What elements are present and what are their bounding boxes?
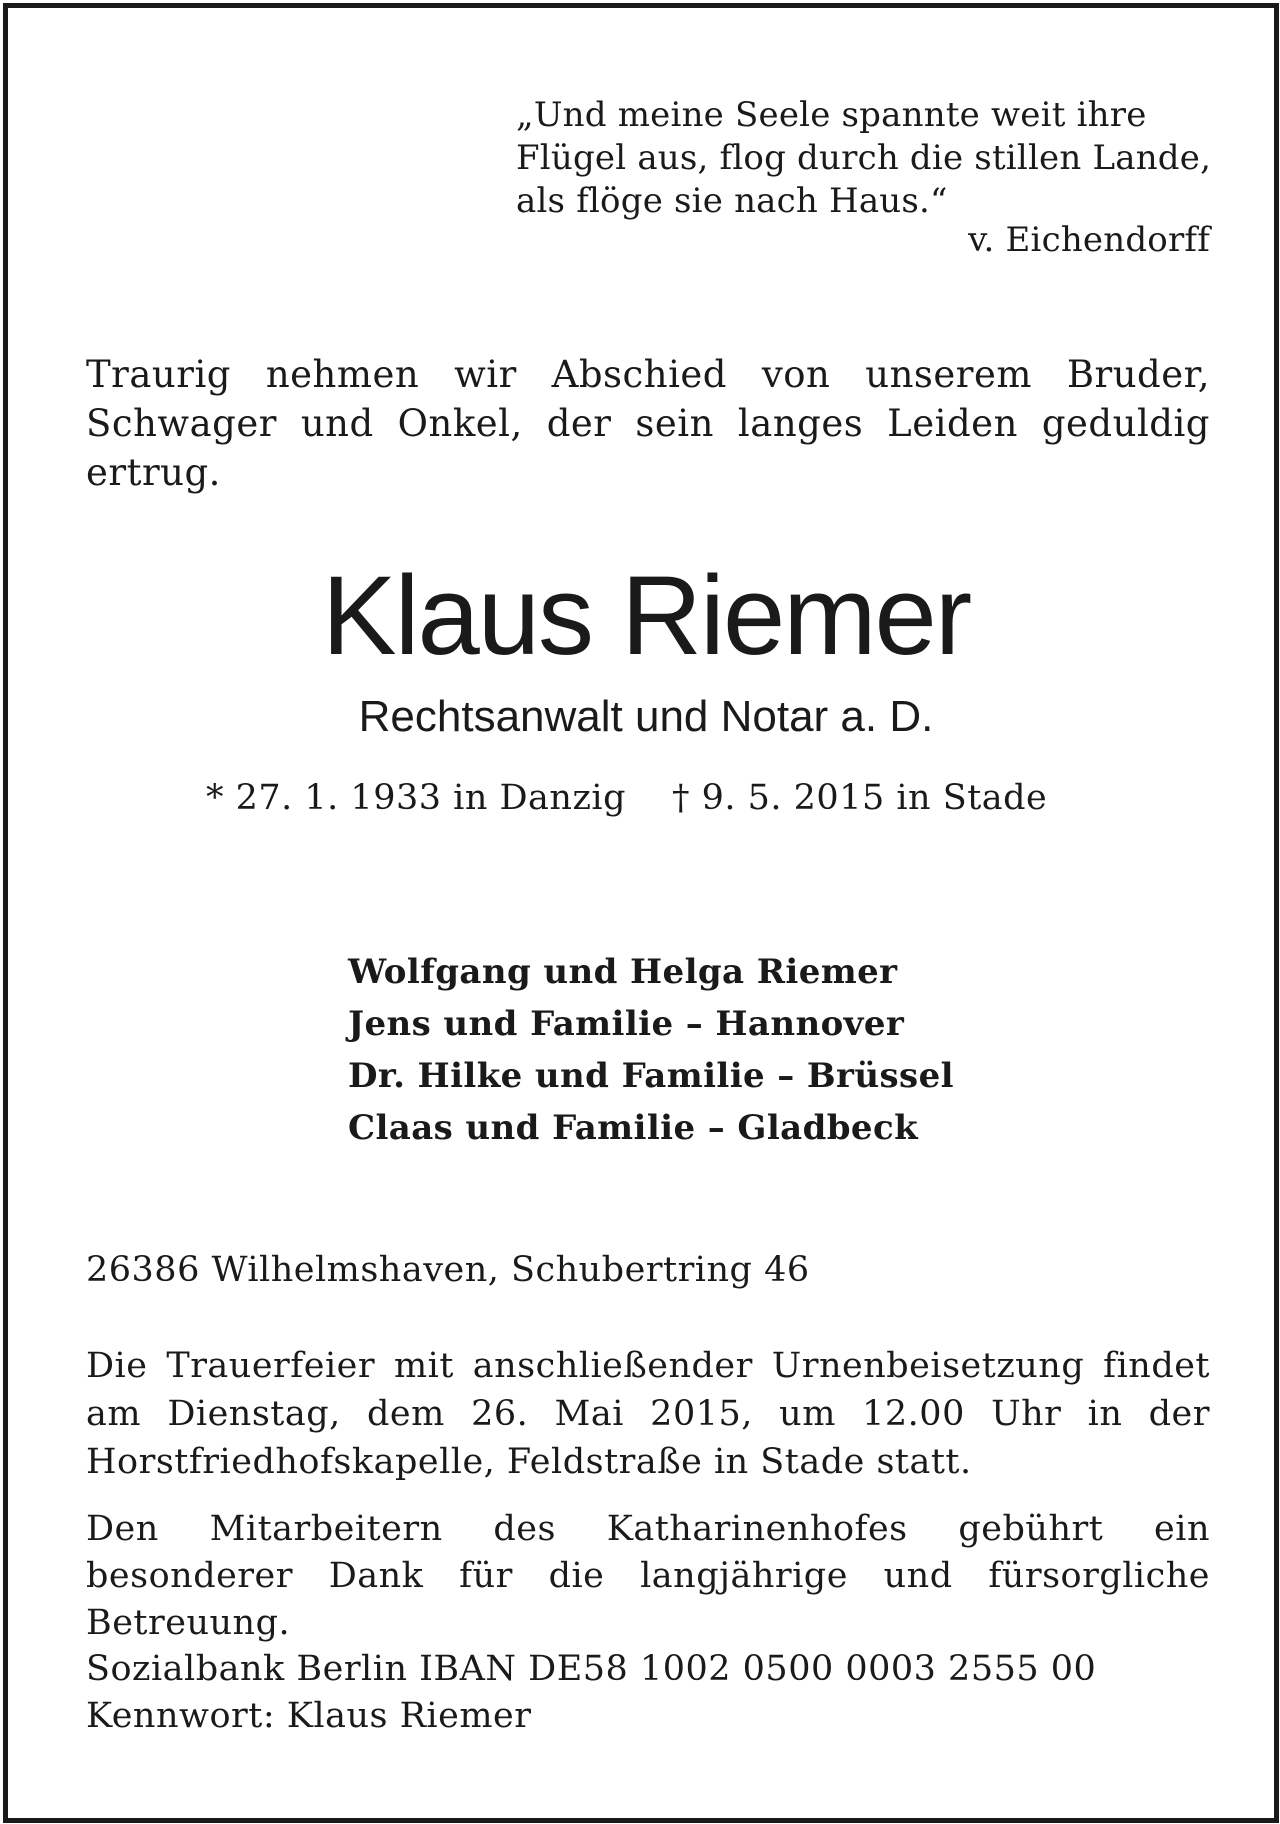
deceased-profession: Rechtsanwalt und Notar a. D. xyxy=(358,692,934,741)
deceased-name: Klaus Riemer xyxy=(321,553,971,678)
mourner-entry: Dr. Hilke und Familie – Brüssel xyxy=(348,1056,954,1096)
mourners-list xyxy=(348,946,1068,1154)
intro-text: Traurig nehmen wir Abschied von unserem Bruder, Schwager und Onkel, der sein langes Leiden geduldig ertrug. xyxy=(86,353,1210,494)
mourner-entry: Claas und Familie – Gladbeck xyxy=(348,1108,919,1148)
donation-info xyxy=(86,1646,1210,1740)
obituary-notice xyxy=(3,3,1279,1823)
donation-keyword: Kennwort: Klaus Riemer xyxy=(86,1696,532,1736)
motto-quote xyxy=(516,94,1210,262)
bank-account: Sozialbank Berlin IBAN DE58 1002 0500 0003 2555 00 xyxy=(86,1649,1097,1689)
motto-author: v. Eichendorff xyxy=(968,220,1210,260)
motto-line: Flügel aus, flog durch die stillen Lande, xyxy=(516,138,1212,178)
family-address: 26386 Wilhelmshaven, Schubertring 46 xyxy=(86,1250,810,1290)
mourner-entry: Jens und Familie – Hannover xyxy=(348,1004,905,1044)
motto-line: „Und meine Seele spannte weit ihre xyxy=(516,95,1147,135)
thanks-note: Den Mitarbeitern des Katharinenhofes gebührt ein besonderer Dank für die langjährige und fürsorgliche Betreuung. xyxy=(86,1509,1210,1643)
funeral-notice: Die Trauerfeier mit anschließender Urnenbeisetzung findet am Dienstag, dem 26. Mai 2015, um 12.00 Uhr in der Horstfriedhofskapelle, Feldstraße in Stade statt. xyxy=(86,1346,1210,1482)
motto-line: als flöge sie nach Haus.“ xyxy=(516,181,948,221)
mourner-entry: Wolfgang und Helga Riemer xyxy=(348,952,898,992)
life-dates xyxy=(206,776,1106,820)
death-date: † 9. 5. 2015 in Stade xyxy=(672,778,1048,818)
birth-date: * 27. 1. 1933 in Danzig xyxy=(206,778,626,818)
